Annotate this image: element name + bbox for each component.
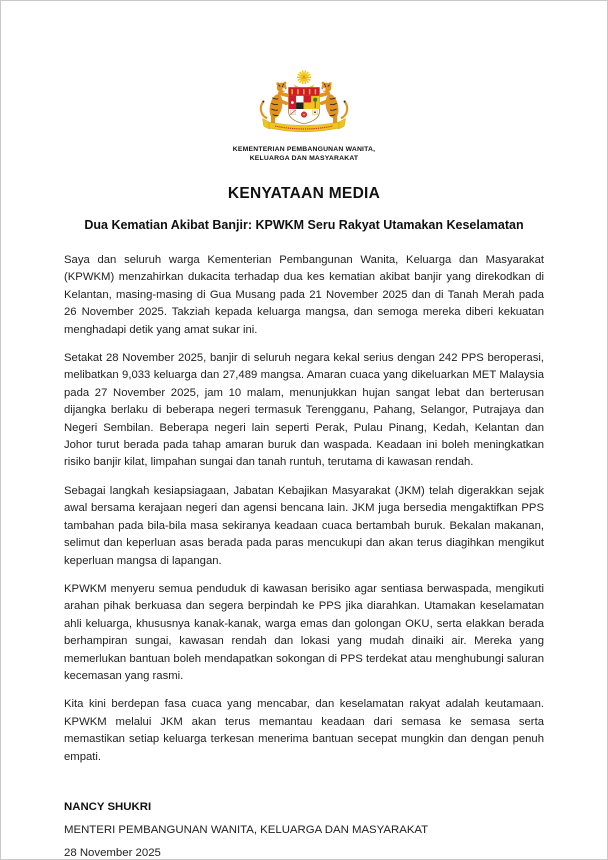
paragraph-5: Kita kini berdepan fasa cuaca yang mencabar, dan keselamatan rakyat adalah keutamaan. KPWKM melalui JKM akan terus memantau keadaan dari semasa ke semasa serta memastikan setiap keluarga terkesan menerima bantuan secepat mungkin dan dengan penuh empati. [64, 698, 544, 763]
ministry-logo [64, 67, 544, 163]
page-title: KENYATAAN MEDIA [227, 185, 381, 202]
signatory-position: MENTERI PEMBANGUNAN WANITA, KELUARGA DAN MASYARAKAT [64, 823, 429, 836]
press-release-body [64, 252, 544, 766]
malaysia-coat-of-arms-icon [250, 67, 358, 137]
page-subtitle: Dua Kematian Akibat Banjir: KPWKM Seru Rakyat Utamakan Keselamatan [84, 218, 524, 232]
signature-block [64, 796, 544, 860]
ministry-name-line1: KEMENTERIAN PEMBANGUNAN WANITA, [232, 146, 376, 153]
ministry-name [64, 145, 544, 163]
signature-date: 28 November 2025 [64, 846, 161, 859]
signatory-name: NANCY SHUKRI [64, 800, 152, 813]
paragraph-2: Setakat 28 November 2025, banjir di seluruh negara kekal serius dengan 242 PPS beroperasi, melibatkan 9,033 keluarga dan 27,489 mangsa. Amaran cuaca yang dikeluarkan MET Malaysia pada 27 November 2025, jam 10 malam, menunjukkan hujan sangat lebat dan berterusan dijangka berlaku di beberapa negeri termasuk Terengganu, Pahang, Selangor, Putrajaya dan Negeri Sembilan. Beberapa negeri lain seperti Perak, Pulau Pinang, Kedah, Kelantan dan Johor turut berada pada tahap amaran buruk dan waspada. Keadaan ini boleh meningkatkan risiko banjir kilat, limpahan sungai dan tanah runtuh, terutama di kawasan rendah. [64, 352, 544, 469]
ministry-name-line2: KELUARGA DAN MASYARAKAT [249, 155, 359, 162]
paragraph-4: KPWKM menyeru semua penduduk di kawasan berisiko agar sentiasa berwaspada, mengikuti arahan pihak berkuasa dan segera berpindah ke PPS jika diarahkan. Utamakan keselamatan ahli keluarga, khususnya kanak-kanak, warga emas dan golongan OKU, serta elakkan berada berhampiran sungai, kawasan rendah dan lokasi yang mudah dinaiki air. Mereka yang memerlukan bantuan boleh mendapatkan sokongan di PPS terdekat atau menghubungi saluran kecemasan yang rasmi. [64, 582, 544, 682]
paragraph-3: Sebagai langkah kesiapsiagaan, Jabatan Kebajikan Masyarakat (JKM) telah digerakkan sejak awal bersama kerajaan negeri dan agensi bencana lain. JKM juga bersedia mengaktifkan PPS tambahan pada bila-bila masa sekiranya keadaan cuaca bertambah buruk. Bekalan makanan, selimut dan keperluan asas berada pada paras mencukupi dan akan terus diagihkan mengikut keperluan mangsa di lapangan. [64, 484, 544, 567]
paragraph-1: Saya dan seluruh warga Kementerian Pembangunan Wanita, Keluarga dan Masyarakat (KPWKM) menzahirkan dukacita terhadap dua kes kematian akibat banjir yang direkodkan di Kelantan, masing-masing di Gua Musang pada 21 November 2025 dan di Tanah Merah pada 26 November 2025. Takziah kepada keluarga mangsa, dan semoga mereka diberi kekuatan menghadapi detik yang amat sukar ini. [64, 254, 544, 336]
